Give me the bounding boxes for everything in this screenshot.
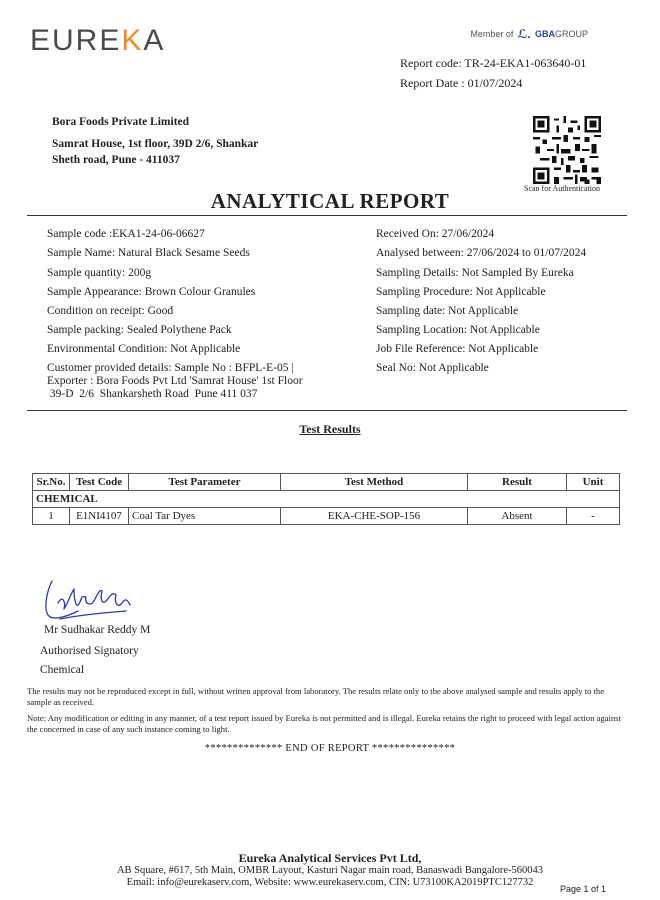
customer-line1: Customer provided details: Sample No : BFPL-E-05 | bbox=[47, 362, 294, 374]
detail-sampling-details: Sampling Details: Not Sampled By Eureka bbox=[376, 267, 574, 279]
detail-analysed-between: Analysed between: 27/06/2024 to 01/07/2024 bbox=[376, 247, 587, 259]
header-test-parameter: Test Parameter bbox=[129, 474, 281, 491]
table-header-row bbox=[33, 474, 620, 491]
signatory-name: Mr Sudhakar Reddy M bbox=[44, 624, 151, 636]
report-code: Report code: TR-24-EKA1-063640-01 bbox=[400, 56, 587, 70]
header-test-code: Test Code bbox=[70, 474, 129, 491]
cell-result: Absent bbox=[468, 508, 567, 525]
detail-received-on: Received On: 27/06/2024 bbox=[376, 228, 495, 240]
report-date: Report Date : 01/07/2024 bbox=[400, 76, 523, 90]
group-name-bold: GBA bbox=[534, 29, 555, 39]
details-divider bbox=[27, 410, 627, 411]
table-row bbox=[33, 508, 620, 525]
footer-company: Eureka Analytical Services Pvt Ltd, bbox=[238, 851, 422, 865]
signatory-role: Authorised Signatory bbox=[40, 645, 139, 657]
detail-environment: Environmental Condition: Not Applicable bbox=[47, 343, 241, 355]
header-sr-no: Sr.No. bbox=[33, 474, 70, 491]
detail-condition: Condition on receipt: Good bbox=[47, 305, 174, 317]
disclaimer-reproduction: The results may not be reproduced except in full, without written approval from laboratory. The results relate only to the above analysed sample and results apply to the sample as received. bbox=[27, 686, 605, 707]
header-result: Result bbox=[468, 474, 567, 491]
cell-code: E1NI4107 bbox=[70, 508, 129, 525]
cell-parameter: Coal Tar Dyes bbox=[129, 508, 281, 525]
header-unit: Unit bbox=[567, 474, 620, 491]
test-results-heading: Test Results bbox=[299, 422, 361, 436]
detail-sampling-location: Sampling Location: Not Applicable bbox=[376, 324, 540, 336]
detail-customer bbox=[47, 362, 347, 401]
report-meta bbox=[400, 53, 586, 93]
detail-sampling-procedure: Sampling Procedure: Not Applicable bbox=[376, 286, 546, 298]
signature-image bbox=[40, 575, 140, 625]
cell-sr: 1 bbox=[33, 508, 70, 525]
customer-line2: Exporter : Bora Foods Pvt Ltd 'Samrat House' 1st Floor bbox=[47, 375, 303, 387]
customer-line3: 39-D 2/6 Shankarsheth Road Pune 411 037 bbox=[47, 388, 258, 400]
report-title: ANALYTICAL REPORT bbox=[210, 189, 450, 213]
detail-sample-code: Sample code :EKA1-24-06-06627 bbox=[47, 228, 205, 240]
client-address bbox=[52, 114, 258, 168]
cell-unit: - bbox=[567, 508, 620, 525]
section-chemical: CHEMICAL bbox=[33, 491, 620, 508]
footer-contact: Email: info@eurekaserv.com, Website: www.eurekaserv.com, CIN: U73100KA2019PTC127732 bbox=[126, 877, 534, 888]
logo-text-b: K bbox=[121, 24, 144, 57]
detail-sample-packing: Sample packing: Sealed Polythene Pack bbox=[47, 324, 232, 336]
header-test-method: Test Method bbox=[281, 474, 468, 491]
signatory-dept: Chemical bbox=[40, 664, 85, 676]
qr-caption: Scan for Authentication bbox=[524, 184, 600, 193]
detail-sample-appearance: Sample Appearance: Brown Colour Granules bbox=[47, 286, 256, 298]
client-address-line2: Sheth road, Pune - 411037 bbox=[52, 154, 180, 166]
detail-sampling-date: Sampling date: Not Applicable bbox=[376, 305, 519, 317]
logo-text-c: A bbox=[143, 24, 166, 57]
gba-logo-icon: ℒ. bbox=[517, 27, 531, 41]
detail-job-file: Job File Reference: Not Applicable bbox=[376, 343, 539, 355]
logo-text-a: EURE bbox=[30, 24, 122, 57]
detail-sample-name: Sample Name: Natural Black Sesame Seeds bbox=[47, 247, 250, 259]
company-logo bbox=[30, 24, 165, 58]
table-section-row bbox=[33, 491, 620, 508]
member-of-label: Member of bbox=[470, 29, 514, 39]
page-number: Page 1 of 1 bbox=[560, 884, 607, 894]
title-divider bbox=[27, 215, 627, 216]
group-name-light: GROUP bbox=[554, 29, 588, 39]
end-of-report: ************** END OF REPORT *************** bbox=[204, 743, 456, 754]
detail-sample-quantity: Sample quantity: 200g bbox=[47, 267, 152, 279]
test-results-table bbox=[32, 473, 620, 525]
footer-address: AB Square, #617, 5th Main, OMBR Layout, Kasturi Nagar main road, Banaswadi Bangalore-560043 bbox=[116, 865, 544, 876]
disclaimer-modification: Note: Any modification or editing in any manner, of a test report issued by Eureka is not permitted and is illegal. Eureka retains the right to proceed with legal action against the concerned in case of any such instance coming to light. bbox=[27, 713, 621, 734]
client-name: Bora Foods Private Limited bbox=[52, 116, 190, 128]
client-address-line1: Samrat House, 1st floor, 39D 2/6, Shankar bbox=[52, 138, 259, 150]
detail-seal-no: Seal No: Not Applicable bbox=[376, 362, 489, 374]
member-of-group bbox=[470, 27, 588, 41]
cell-method: EKA-CHE-SOP-156 bbox=[281, 508, 468, 525]
qr-code-icon[interactable] bbox=[533, 116, 601, 184]
